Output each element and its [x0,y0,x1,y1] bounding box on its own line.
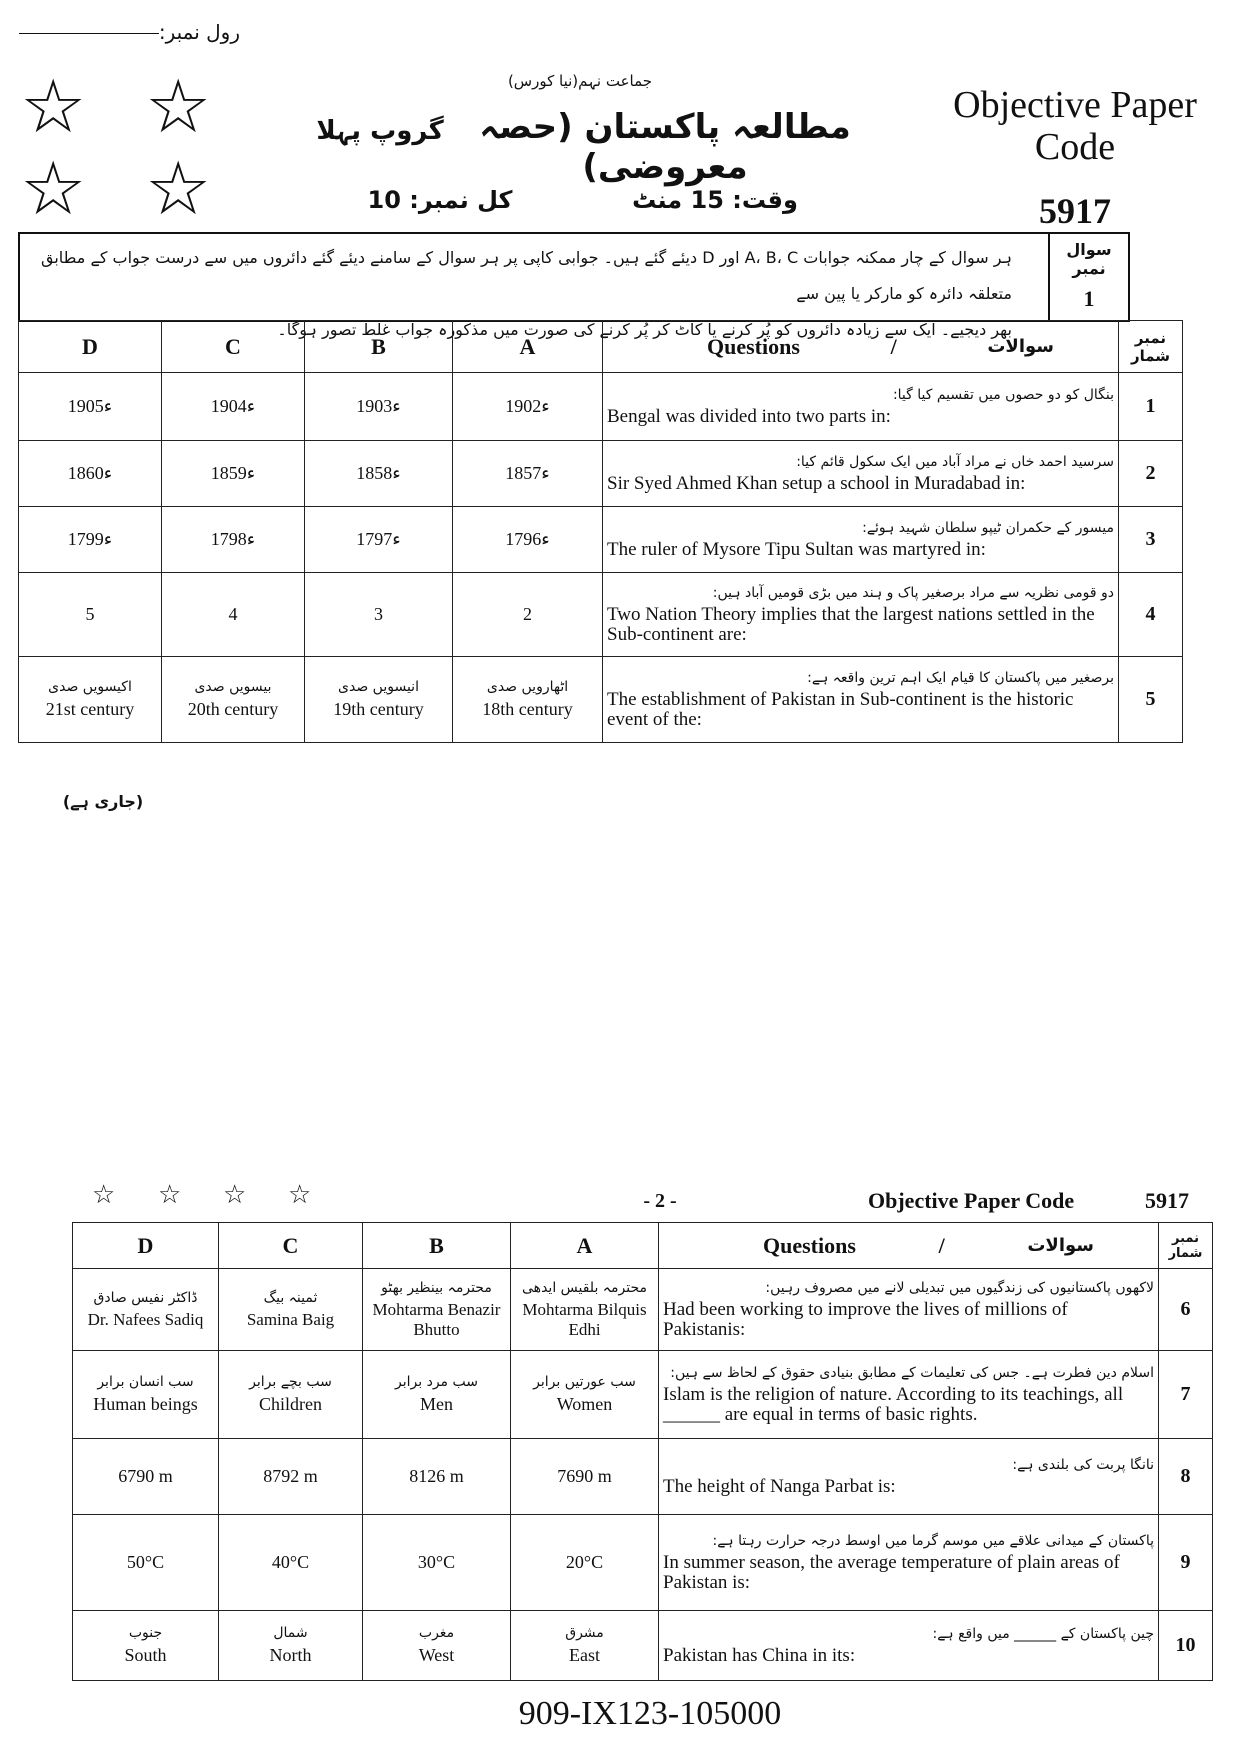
instructions-box [18,232,1130,339]
column-header-b: B [305,321,453,373]
question-english: The ruler of Mysore Tipu Sultan was martyred in: [607,538,986,560]
option-urdu: اکیسویں صدی [48,679,132,695]
question-urdu: بنگال کو دو حصوں میں تقسیم کیا گیا: [892,386,1114,403]
column-header-questions [659,1223,1159,1269]
question-text [659,1351,1159,1439]
column-header-serial: نمبر شمار [1159,1223,1213,1269]
instructions-line2: بھر دیجیے۔ ایک سے زیادہ دائروں کو پُر کرنے یا کاٹ کر پُر کرنے کی صورت میں مذکورہ جواب غلط تصور ہوگا۔ [277,320,1012,339]
question-text [603,373,1119,441]
option-english: 21st century [45,699,135,719]
question-text [603,441,1119,507]
option-c [162,657,305,743]
option-urdu: انیسویں صدی [338,679,419,695]
table-row [19,573,1183,657]
option-urdu: محترمہ بینظیر بھٹو [381,1279,492,1296]
option-urdu: ثمینہ بیگ [263,1289,318,1306]
table-row [73,1611,1213,1681]
option-a [511,1611,659,1681]
paper-code-heading-line1: Objective Paper [953,84,1197,126]
class-label: جماعت نہم(نیا کورس) [507,72,653,90]
option-d [73,1351,219,1439]
continued-label: (جاری ہے) [62,792,144,811]
option-a: 1902ء [453,373,603,441]
question-english: Two Nation Theory implies that the largest nations settled in the Sub-continent are: [607,603,1095,645]
table-row [73,1439,1213,1515]
option-english: South [124,1645,167,1665]
question-english: In summer season, the average temperature of plain areas of Pakistan is: [663,1551,1120,1593]
star-icon: ☆ [288,1180,312,1210]
option-c: 8792 m [219,1439,363,1515]
option-english: 20th century [187,699,279,719]
header-slash: / [890,333,897,359]
question-urdu: لاکھوں پاکستانیوں کی زندگیوں میں تبدیلی لانے میں مصروف رہیں: [765,1279,1154,1296]
question-serial: 8 [1159,1439,1213,1515]
question-urdu: برصغیر میں پاکستان کا قیام ایک اہم ترین واقعہ ہے: [807,669,1114,686]
option-d: 1905ء [19,373,162,441]
option-c: 1798ء [162,507,305,573]
star-icon: ☆ [20,64,87,150]
option-english: 19th century [333,699,424,719]
question-urdu: نانگا پربت کی بلندی ہے: [1012,1456,1154,1473]
questions-table-page1 [18,320,1183,743]
total-marks-label: کل نمبر: 10 [367,186,513,214]
question-urdu: چین پاکستان کے ______ میں واقع ہے: [932,1625,1154,1642]
option-urdu: سب انسان برابر [97,1374,194,1390]
option-english: West [418,1645,455,1665]
page2-paper-code: 5917 [1145,1188,1189,1213]
option-b: 30°C [363,1515,511,1611]
question-serial: 6 [1159,1269,1213,1351]
question-serial: 7 [1159,1351,1213,1439]
star-icon: ☆ [92,1180,116,1210]
question-english: The establishment of Pakistan in Sub-continent is the historic event of the: [607,688,1074,730]
option-b: 3 [305,573,453,657]
column-header-a: A [453,321,603,373]
column-header-a: A [511,1223,659,1269]
option-d: 50°C [73,1515,219,1611]
option-english: 18th century [482,699,573,719]
option-urdu: شمال [273,1625,308,1641]
option-english: Samina Baig [246,1309,335,1329]
table-row [19,441,1183,507]
question-text [603,573,1119,657]
option-english: North [269,1645,312,1665]
star-icon: ☆ [145,146,212,232]
option-english: Human beings [93,1394,198,1414]
option-urdu: مشرق [565,1625,604,1641]
option-b [305,657,453,743]
column-header-c: C [162,321,305,373]
option-d: 1799ء [19,507,162,573]
question-serial: 4 [1119,573,1183,657]
paper-code: 5917 [1039,191,1111,231]
option-a: 1857ء [453,441,603,507]
question-english: Islam is the religion of nature. According to its teachings, all ______ are equal in terms of basic rights. [663,1383,1124,1425]
header-slash: / [938,1232,945,1258]
option-urdu: ڈاکٹر نفیس صادق [93,1289,198,1306]
star-icon: ☆ [158,1180,182,1210]
option-english: Men [420,1394,453,1414]
questions-urdu-header: سوالات [1027,1235,1094,1256]
option-english: Mohtarma Benazir Bhutto [372,1299,501,1339]
option-a: 1796ء [453,507,603,573]
table-header-row [19,321,1183,373]
option-b: 8126 m [363,1439,511,1515]
question-serial: 3 [1119,507,1183,573]
question-english: Sir Syed Ahmed Khan setup a school in Muradabad in: [607,472,1026,494]
page-number: - 2 - [643,1190,677,1212]
table-row [19,373,1183,441]
option-d: 1860ء [19,441,162,507]
option-a [511,1351,659,1439]
question-text [603,507,1119,573]
star-icon: ☆ [20,146,87,232]
table-row [73,1351,1213,1439]
question-english: Bengal was divided into two parts in: [607,405,891,427]
question-serial: 2 [1119,441,1183,507]
option-english: Children [259,1394,322,1414]
option-c: 1904ء [162,373,305,441]
option-b [363,1269,511,1351]
roll-number-label: رول نمبر: [158,20,240,44]
question-text [659,1269,1159,1351]
question-urdu: اسلام دین فطرت ہے۔ جس کی تعلیمات کے مطابق بنیادی حقوق کے لحاظ سے ہیں: [670,1364,1154,1381]
option-english: East [569,1645,600,1665]
question-serial: 10 [1159,1611,1213,1681]
option-english: Dr. Nafees Sadiq [87,1309,204,1329]
page2-paper-code-label: Objective Paper Code [868,1188,1075,1213]
question-urdu: پاکستان کے میدانی علاقے میں موسم گرما میں اوسط درجہ حرارت رہتا ہے: [712,1532,1154,1549]
paper-code-heading [925,84,1225,168]
question-serial: 1 [1119,373,1183,441]
subject-title: مطالعہ پاکستان (حصہ معروضی) [479,107,851,187]
group-label: گروپ پہلا [316,116,444,146]
question-number-box [1048,234,1128,320]
paper-code-heading-line2: Code [1034,126,1116,168]
option-urdu: مغرب [418,1625,455,1641]
question-serial: 9 [1159,1515,1213,1611]
table-row [73,1269,1213,1351]
question-serial: 5 [1119,657,1183,743]
option-c [219,1351,363,1439]
option-b: 1797ء [305,507,453,573]
table-row [19,657,1183,743]
option-urdu: سب عورتیں برابر [533,1374,636,1390]
questions-english-header: Questions [763,1232,856,1258]
question-number-label: سوال نمبر [1066,240,1112,278]
question-english: Had been working to improve the lives of millions of Pakistanis: [663,1298,1068,1340]
column-header-c: C [219,1223,363,1269]
option-a: 7690 m [511,1439,659,1515]
option-urdu: محترمہ بلقیس ایدھی [522,1279,647,1296]
option-b [363,1611,511,1681]
option-urdu: اٹھارویں صدی [486,679,569,695]
column-header-d: D [19,321,162,373]
option-urdu: بیسویں صدی [194,679,272,695]
column-header-serial: نمبر شمار [1119,321,1183,373]
option-urdu: سب بچے برابر [249,1374,332,1390]
instructions-line1: ہر سوال کے چار ممکنہ جوابات A، B، C اور D دیئے گئے ہیں۔ جوابی کاپی پر ہر سوال کے سامنے دیئے گئے دائروں میں سے درست جواب کے مطابق متعلقہ دائرہ کو مارکر یا پین سے [40,248,1012,303]
questions-urdu-header: سوالات [987,336,1054,357]
option-c [219,1611,363,1681]
table-row [19,507,1183,573]
instructions-text [20,234,1020,339]
question-urdu: سرسید احمد خاں نے مراد آباد میں ایک سکول قائم کیا: [796,453,1114,470]
option-d [19,657,162,743]
option-urdu: جنوب [128,1625,163,1641]
option-b [363,1351,511,1439]
question-english: Pakistan has China in its: [663,1644,856,1666]
option-d [73,1269,219,1351]
column-header-b: B [363,1223,511,1269]
option-a [511,1269,659,1351]
option-d: 6790 m [73,1439,219,1515]
option-c: 1859ء [162,441,305,507]
roll-number-field [10,20,240,44]
option-urdu: سب مرد برابر [395,1374,478,1390]
questions-english-header: Questions [707,333,800,359]
question-urdu: دو قومی نظریہ سے مراد برصغیر پاک و ہند میں بڑی قومیں آباد ہیں: [712,584,1114,601]
question-urdu: میسور کے حکمران ٹیپو سلطان شہید ہوئے: [862,519,1114,536]
option-d: 5 [19,573,162,657]
option-a: 20°C [511,1515,659,1611]
question-number: 1 [1083,286,1095,311]
option-b: 1903ء [305,373,453,441]
option-c: 4 [162,573,305,657]
option-d [73,1611,219,1681]
question-text [659,1515,1159,1611]
column-header-d: D [73,1223,219,1269]
option-a [453,657,603,743]
roll-number-blank [19,33,159,34]
option-c [219,1269,363,1351]
option-english: Women [556,1394,613,1414]
option-b: 1858ء [305,441,453,507]
question-text [659,1439,1159,1515]
column-header-questions [603,321,1119,373]
option-english: Mohtarma Bilquis Edhi [522,1299,647,1339]
questions-table-page2 [72,1222,1213,1681]
table-row [73,1515,1213,1611]
question-english: The height of Nanga Parbat is: [663,1475,896,1497]
question-text [603,657,1119,743]
star-icon: ☆ [223,1180,247,1210]
time-label: وقت: 15 منٹ [632,186,798,214]
option-a: 2 [453,573,603,657]
footer-code: 909-IX123-105000 [518,1695,782,1732]
option-c: 40°C [219,1515,363,1611]
table-header-row [73,1223,1213,1269]
star-icon: ☆ [145,64,212,150]
question-text [659,1611,1159,1681]
